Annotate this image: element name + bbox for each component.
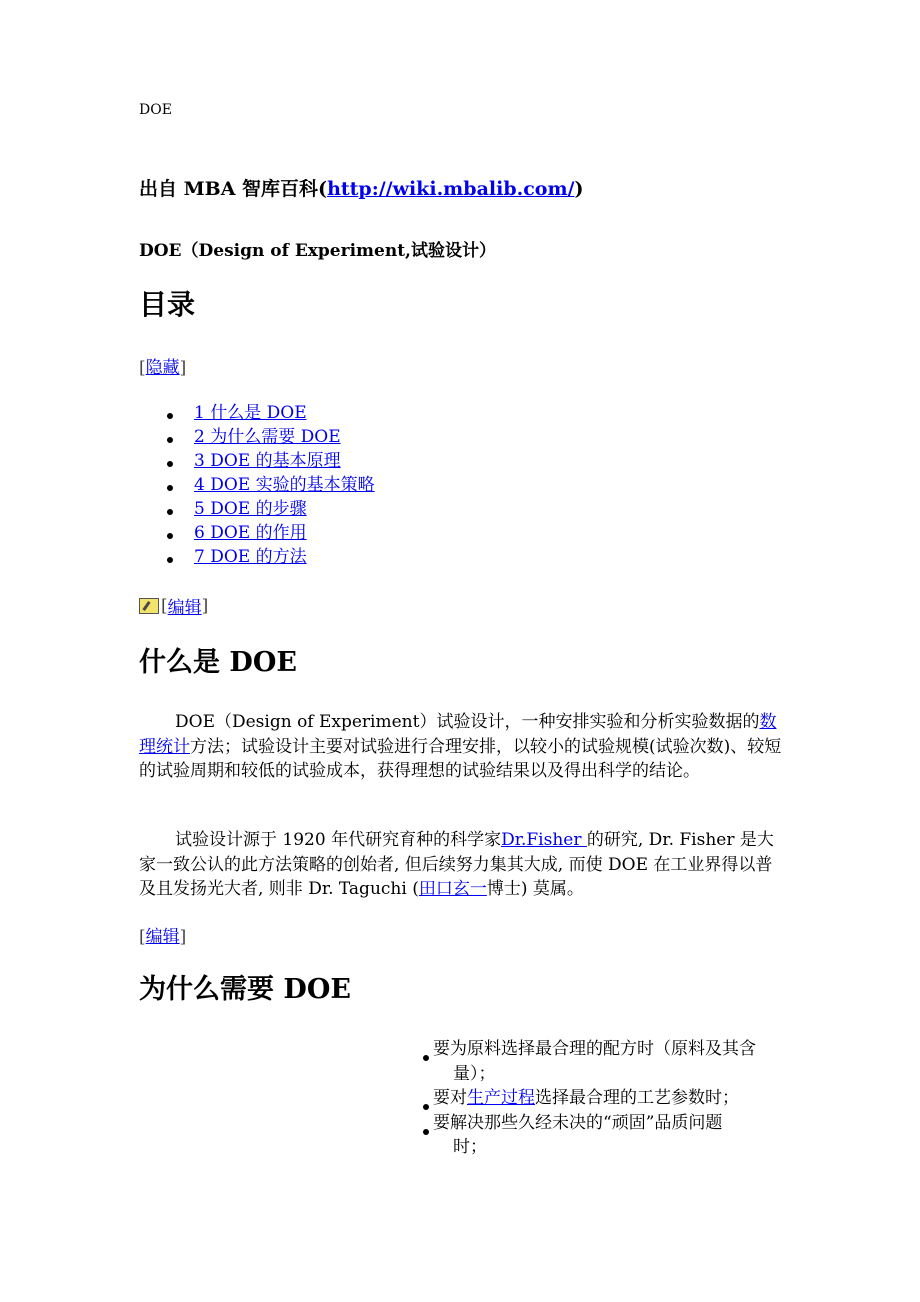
toc-item [139,401,375,425]
toc-link-steps[interactable]: 5 DOE 的步骤 [194,499,307,519]
toc-link-what-is-doe[interactable]: 1 什么是 DOE [194,403,307,423]
link-production-process[interactable]: 生产过程 [467,1088,535,1108]
bullet-icon [423,1055,429,1061]
section2-title: 为什么需要 DOE [139,974,351,1005]
section1-edit-link[interactable]: 编辑 [167,598,202,618]
paragraph-text: DOE（Design of Experiment）试验设计，一种安排实验和分析实验数据的 [175,712,760,732]
bracket-close: ] [179,358,187,378]
toc-item [139,497,375,521]
list-item-text: 要解决那些久经未决的“顽固”品质问题 [433,1112,723,1133]
paragraph-text: 方法；试验设计主要对试验进行合理安排，以较小的试验规模(试验次数)、较短的试验周期和较低的试验成本，获得理想的试验结果以及得出科学的结论。 [139,736,782,781]
toc-link-why-doe[interactable]: 2 为什么需要 DOE [194,427,341,447]
document-small-title: DOE [139,102,172,118]
section1-paragraph-1 [139,710,784,784]
paragraph-text: 的研究, Dr. Fisher 是大家一致公认的此方法策略的创始者, 但后续努力集其大成, 而使 DOE 在工业界得以普及且发扬光大者, 则非 Dr. Taguchi ( [139,830,774,899]
link-dr-fisher[interactable]: Dr.Fisher [501,830,587,850]
toc-item [139,521,375,545]
list-item-text-part: 选择最合理的工艺参数时； [535,1088,739,1108]
source-suffix: ) [574,178,584,200]
bracket-open: [ [139,927,146,947]
bullet-icon [167,509,173,515]
bullet-icon [167,557,173,563]
bullet-icon [167,413,173,419]
link-taguchi[interactable]: 田口玄一 [418,879,487,899]
list-item-text-part: 要对 [433,1088,467,1108]
edit-pencil-icon[interactable] [139,598,159,614]
bullet-icon [167,485,173,491]
toc-link-principles[interactable]: 3 DOE 的基本原理 [194,451,341,471]
section1-title: 什么是 DOE [139,647,297,678]
list-item-text [433,1086,789,1111]
list-item-text: 量）； [453,1063,496,1084]
toc-link-role[interactable]: 6 DOE 的作用 [194,523,307,543]
section1-edit [139,593,208,618]
source-link[interactable]: http://wiki.mbalib.com/ [327,178,575,200]
section1-paragraph-2 [139,828,784,902]
bullet-icon [423,1104,429,1110]
toc-item [139,425,375,449]
list-item-text: 要为原料选择最合理的配方时（原料及其含 [433,1039,756,1059]
list-item-text: 时； [453,1137,487,1157]
toc-list [139,401,375,569]
bullet-icon [167,461,173,467]
bullet-icon [167,437,173,443]
document-subtitle: DOE（Design of Experiment,试验设计） [139,241,496,261]
source-line [139,174,584,201]
section2-edit [139,922,186,947]
link-mathematical-statistics[interactable]: 数理统计 [139,712,777,757]
source-prefix: 出自 MBA 智库百科( [139,178,328,200]
toc-item [139,473,375,497]
bracket-open: [ [139,358,146,378]
toc-title: 目录 [139,288,196,321]
list-item [429,1111,789,1160]
toc-item [139,545,375,569]
reasons-list [429,1037,789,1160]
toc-item [139,449,375,473]
paragraph-text: 试验设计源于 1920 年代研究育种的科学家 [175,830,502,850]
toc-toggle [139,353,186,378]
section2-edit-link[interactable]: 编辑 [145,927,180,947]
bullet-icon [423,1129,429,1135]
toc-link-strategy[interactable]: 4 DOE 实验的基本策略 [194,475,375,495]
toc-link-methods[interactable]: 7 DOE 的方法 [194,547,307,567]
bracket-open: [ [161,595,168,616]
toc-hide-link[interactable]: 隐藏 [145,358,180,378]
paragraph-text: 博士) 莫属。 [486,879,584,899]
bullet-icon [167,533,173,539]
bracket-close: ] [201,595,209,616]
bracket-close: ] [179,927,187,947]
list-item [429,1086,789,1111]
list-item [429,1037,789,1086]
